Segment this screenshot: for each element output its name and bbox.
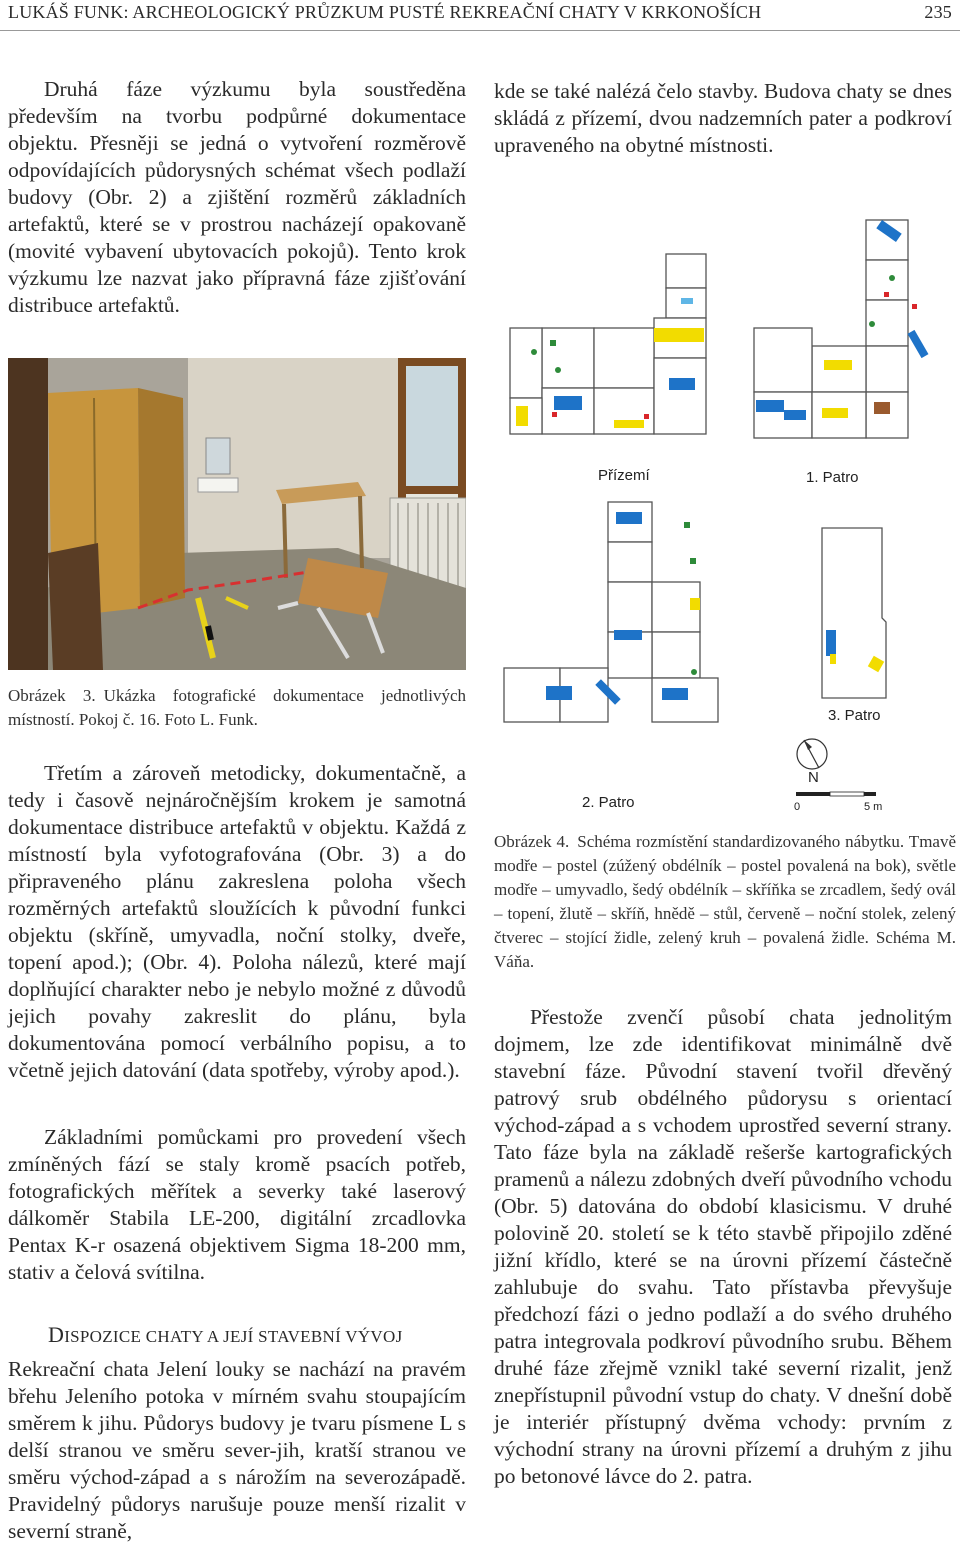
room-photo xyxy=(8,358,466,670)
label-first-floor: 1. Patro xyxy=(806,469,859,486)
plan-first-floor xyxy=(754,220,928,438)
label-ground-floor: Přízemí xyxy=(598,467,650,484)
header-title: LUKÁŠ FUNK: ARCHEOLOGICKÝ PRŮZKUM PUSTÉ REKREAČNÍ CHATY V KRKONOŠÍCH xyxy=(8,2,762,22)
left-paragraph-3: Základními pomůckami pro provedení všech zmíněných fází se staly kromě psacích potřeb, fotografických měřítek a severky také laserový dálkoměr Stabila LE-200, digitální zrcadlovka Pentax K-r osazená objektivem Sigma 18-200 mm, stativ a čelová svítilna. xyxy=(8,1125,466,1284)
section-heading-rest: ISPOZICE CHATY A JEJÍ STAVEBNÍ VÝVOJ xyxy=(64,1327,403,1346)
left-paragraph-2: Třetím a zároveň metodicky, dokumentačně, a tedy i časově nejnáročnějším krokem je samotná dokumentace distribuce artefaktů v objektu. Každá z místností byla vyfotografována (Obr. 3) a do připraveného plánu zakreslena poloha všech rozměrných artefaktů sloužících k původní funkci objektu (skříně, umyvadla, noční stolky, dveře, topení apod.); (Obr. 4). Poloha nálezů, které mají doplňující charakter nebo je nebylo možné z důvodů jejich povahy zakreslit do plánu, byla dokumentována pomocí verbálního popisu, a to včetně jejich datování (data spotřeby, výroby apod.). xyxy=(8,761,466,1082)
plan-ground-floor xyxy=(510,254,706,434)
scale-start: 0 xyxy=(794,801,801,813)
scale-end: 5 m xyxy=(864,801,883,813)
left-paragraph-1: Druhá fáze výzkumu byla soustředěna především na tvorbu podpůrné dokumentace objektu. Přesněji se jedná o vytvoření rozměrově odpovídajících půdorysných schémat všech podlaží budovy (Obr. 2) a zjištění rozměrů základních artefaktů, které se v prostrou nacházejí opakovaně (movité vybavení ubytovacích pokojů). Tento krok výzkumu lze nazvat jako přípravná fáze zjišťování distribuce artefaktů. xyxy=(8,77,466,317)
scale-bar xyxy=(796,792,876,796)
north-label: N xyxy=(808,769,819,786)
left-paragraph-4: Rekreační chata Jelení louky se nachází na pravém břehu Jeleního potoka v mírném svahu stoupajícím směrem k jihu. Půdorys budovy je tvaru písmene L s delší stranou ve směru sever-jih, kratší stranou ve směru východ-západ a s nárožím na severozápadě. Pravidelný půdorys narušuje pouze menší rizalit v severní straně, xyxy=(8,1357,466,1543)
floor-plan-figure xyxy=(494,198,956,816)
plan-third-floor xyxy=(822,528,886,698)
right-paragraph-1: kde se také nalézá čelo stavby. Budova chaty se dnes skládá z přízemí, dvou nadzemních pater a podkroví upraveného na obytné místnosti. xyxy=(494,79,952,157)
plan-second-floor xyxy=(504,502,718,722)
figure3-caption-text: Ukázka fotografické dokumentace jednotlivých místností. Pokoj č. 16. Foto L. Funk. xyxy=(8,686,466,729)
north-arrow-icon xyxy=(797,739,827,769)
header-rule xyxy=(0,30,960,31)
label-second-floor: 2. Patro xyxy=(582,794,635,811)
figure3-caption xyxy=(8,684,466,732)
figure4-label: Obrázek 4. xyxy=(494,832,570,851)
figure4-caption-text: Schéma rozmístění standardizovaného nábytku. Tmavě modře – postel (zúžený obdélník – postel povalená na bok), světle modře – umyvadlo, šedý obdélník – skříňka se zrcadlem, šedý ovál – topení, žlutě – skříň, hnědě – stůl, červeně – noční stolek, zelený čtverec – stojící židle, zelený kruh – povalená židle. Schéma M. Váňa. xyxy=(494,832,957,971)
right-paragraph-2: Přestože zvenčí působí chata jednolitým dojmem, lze zde identifikovat minimálně dvě stavební fáze. Původní stavení tvořil dřevěný patrový srub obdélného půdorysu s orientací východ-západ a s vchodem uprostřed severní strany. Tato fáze byla na základě rešerše kartografických pramenů a nálezu zdobných dveří původního vchodu (Obr. 5) datována do období klasicismu. V druhé polovině 20. století se k této stavbě připojilo zděné jižní křídlo, které se na úrovni přízemí částečně zahlubuje do svahu. Tato přístavba převyšuje předchozí fázi o jedno podlaží a do svého druhého patra integrovala podkroví původního srubu. Během druhé fáze zřejmě vznikl také severní rizalit, jenž znepřístupnil původní vstup do chaty. V dnešní době je interiér přístupný dvěma vchody: prvním z východní strany na úrovni přízemí a druhým z jihu po betonové lávce do 2. patra. xyxy=(494,1005,952,1488)
label-third-floor: 3. Patro xyxy=(828,707,881,724)
page-number: 235 xyxy=(924,2,952,22)
section-heading xyxy=(48,1322,403,1348)
running-header xyxy=(8,2,952,28)
figure3-label: Obrázek 3. xyxy=(8,686,96,705)
section-heading-cap: D xyxy=(48,1322,65,1347)
figure4-caption xyxy=(494,830,956,974)
